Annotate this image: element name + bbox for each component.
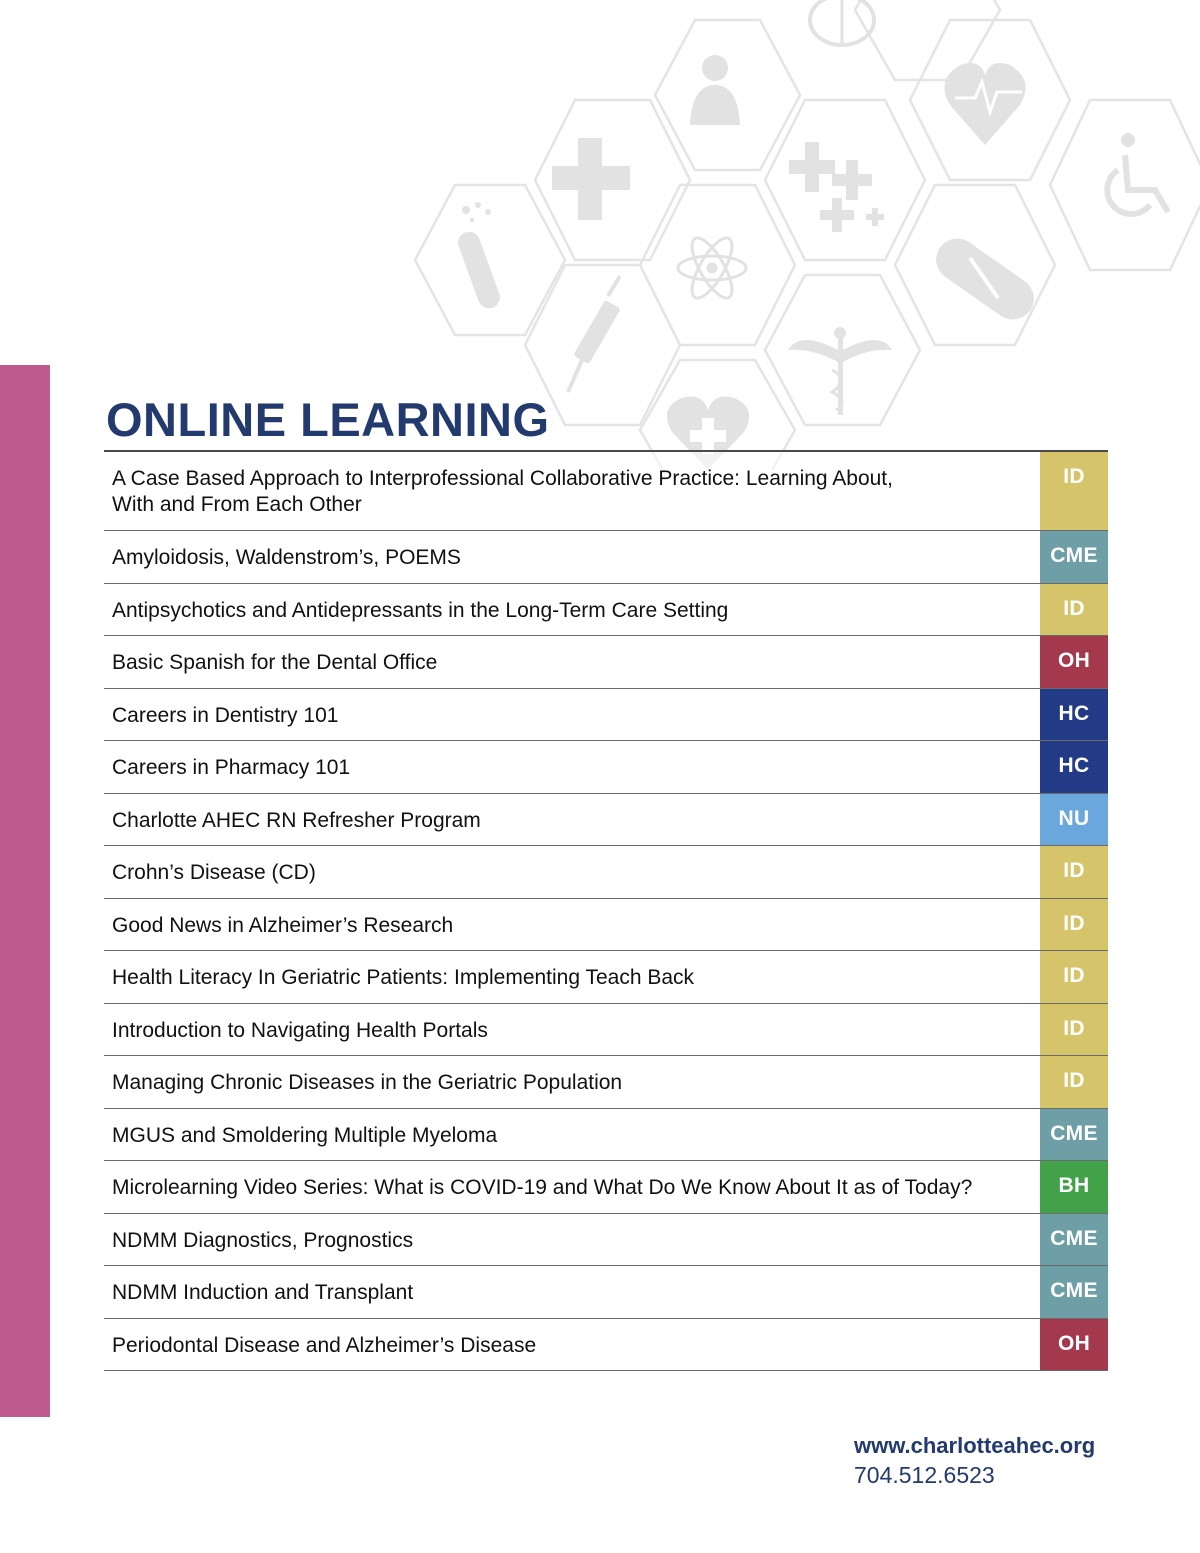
course-title-line: NDMM Induction and Transplant — [112, 1281, 414, 1304]
course-title — [104, 741, 1040, 793]
course-title-line: Charlotte AHEC RN Refresher Program — [112, 808, 481, 832]
course-row[interactable] — [104, 899, 1108, 952]
course-title — [104, 1109, 1040, 1161]
course-title — [104, 636, 1040, 688]
heart-rate-icon — [944, 63, 1025, 145]
course-title-line: Basic Spanish for the Dental Office — [112, 651, 438, 674]
category-badge: ID — [1040, 452, 1108, 530]
course-title — [104, 531, 1040, 583]
course-title-line: Crohn’s Disease (CD) — [112, 861, 316, 884]
course-title-line: Managing Chronic Diseases in the Geriatric Population — [112, 1071, 623, 1094]
category-badge: NU — [1040, 794, 1108, 846]
wheelchair-icon — [1107, 133, 1168, 214]
footer-contact — [854, 1432, 1095, 1490]
course-row[interactable] — [104, 1214, 1108, 1267]
syringe-icon — [568, 276, 621, 392]
course-row[interactable] — [104, 1319, 1108, 1372]
course-title-line: Antipsychotics and Antidepressants in the Long-Term Care Setting — [112, 598, 729, 622]
category-badge: ID — [1040, 846, 1108, 898]
course-row[interactable] — [104, 1109, 1108, 1162]
course-title — [104, 1004, 1040, 1056]
course-row[interactable] — [104, 531, 1108, 584]
course-title — [104, 1056, 1040, 1108]
course-title — [104, 452, 1040, 530]
course-title — [104, 794, 1040, 846]
course-row[interactable] — [104, 794, 1108, 847]
course-title — [104, 1161, 1040, 1213]
cross-icon — [552, 138, 630, 220]
test-tube-icon — [455, 202, 503, 311]
pill-icon — [928, 230, 1042, 327]
course-title — [104, 846, 1040, 898]
phone-number: 704.512.6523 — [854, 1462, 995, 1488]
category-badge: OH — [1040, 636, 1108, 688]
course-table — [104, 450, 1108, 1371]
atom-icon — [678, 233, 746, 304]
course-title-line: Periodontal Disease and Alzheimer’s Disease — [112, 1333, 537, 1357]
category-badge: CME — [1040, 1266, 1108, 1318]
course-title — [104, 899, 1040, 951]
caduceus-icon — [788, 327, 892, 415]
course-row[interactable] — [104, 1056, 1108, 1109]
course-row[interactable] — [104, 1266, 1108, 1319]
course-row[interactable] — [104, 636, 1108, 689]
course-title-line: Careers in Dentistry 101 — [112, 703, 339, 727]
category-badge: ID — [1040, 1056, 1108, 1108]
course-title — [104, 951, 1040, 1003]
course-row[interactable] — [104, 951, 1108, 1004]
brain-icon — [810, 0, 874, 45]
course-row[interactable] — [104, 689, 1108, 742]
course-title-line: Careers in Pharmacy 101 — [112, 756, 351, 779]
course-row[interactable] — [104, 452, 1108, 531]
course-title-line: Introduction to Navigating Health Portals — [112, 1018, 488, 1042]
course-row[interactable] — [104, 846, 1108, 899]
course-title-line: NDMM Diagnostics, Prognostics — [112, 1228, 414, 1252]
course-row[interactable] — [104, 1161, 1108, 1214]
course-row[interactable] — [104, 1004, 1108, 1057]
course-title-line: MGUS and Smoldering Multiple Myeloma — [112, 1123, 498, 1147]
course-row[interactable] — [104, 741, 1108, 794]
course-title — [104, 1266, 1040, 1318]
course-title-line: Microlearning Video Series: What is COVID-19 and What Do We Know About It as of Today? — [112, 1176, 973, 1199]
category-badge: ID — [1040, 951, 1108, 1003]
category-badge: ID — [1040, 1004, 1108, 1056]
person-icon — [690, 55, 740, 125]
plus-icon — [789, 142, 884, 232]
course-title-line: With and From Each Other — [112, 493, 362, 516]
category-badge: CME — [1040, 1214, 1108, 1266]
course-title-line: Amyloidosis, Waldenstrom’s, POEMS — [112, 546, 461, 569]
category-badge: ID — [1040, 899, 1108, 951]
course-title-line: Health Literacy In Geriatric Patients: Implementing Teach Back — [112, 966, 695, 989]
course-title-line: Good News in Alzheimer’s Research — [112, 913, 454, 937]
category-badge: HC — [1040, 689, 1108, 741]
page-title: ONLINE LEARNING — [106, 393, 550, 446]
course-title — [104, 1319, 1040, 1371]
course-title-line: A Case Based Approach to Interprofessional Collaborative Practice: Learning About, — [112, 467, 893, 490]
side-accent-bar — [0, 365, 50, 1417]
category-badge: CME — [1040, 1109, 1108, 1161]
category-badge: BH — [1040, 1161, 1108, 1213]
category-badge: OH — [1040, 1319, 1108, 1371]
course-row[interactable] — [104, 584, 1108, 637]
course-title — [104, 1214, 1040, 1266]
website-link[interactable]: www.charlotteahec.org — [854, 1433, 1096, 1458]
category-badge: CME — [1040, 531, 1108, 583]
course-title — [104, 689, 1040, 741]
category-badge: ID — [1040, 584, 1108, 636]
course-title — [104, 584, 1040, 636]
category-badge: HC — [1040, 741, 1108, 793]
